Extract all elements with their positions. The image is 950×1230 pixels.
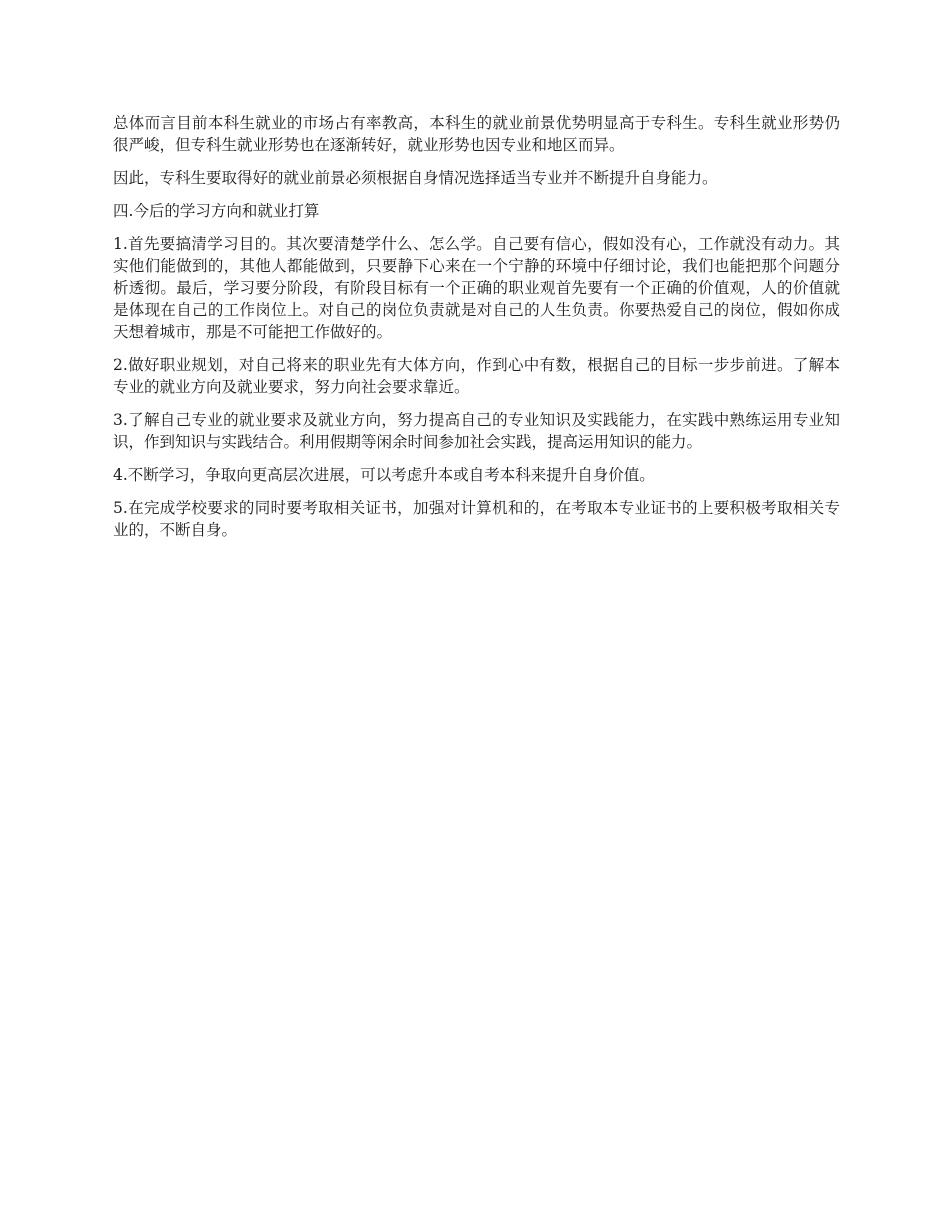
document-page [113,112,840,552]
list-item-1: 1.首先要搞清学习目的。其次要清楚学什么、怎么学。自己要有信心，假如没有心，工作就没有动力。其实他们能做到的，其他人都能做到，只要静下心来在一个宁静的环境中仔细讨论，我们也能把那个问题分析透彻。最后，学习要分阶段，有阶段目标有一个正确的职业观首先要有一个正确的价值观，人的价值就是体现在自己的工作岗位上。对自己的岗位负责就是对自己的人生负责。你要热爱自己的岗位，假如你成天想着城市，那是不可能把工作做好的。 [113,235,840,341]
list-item-2: 2.做好职业规划，对自己将来的职业先有大体方向，作到心中有数，根据自己的目标一步步前进。了解本专业的就业方向及就业要求，努力向社会要求靠近。 [113,356,840,396]
list-item-4: 4.不断学习，争取向更高层次进展，可以考虑升本或自考本科来提升自身价值。 [113,466,655,484]
paragraph-employment-overview: 总体而言目前本科生就业的市场占有率教高，本科生的就业前景优势明显高于专科生。专科生就业形势仍很严峻，但专科生就业形势也在逐渐转好，就业形势也因专业和地区而异。 [113,114,840,154]
section-heading-study-plan: 四.今后的学习方向和就业打算 [113,202,320,220]
list-item-3: 3.了解自己专业的就业要求及就业方向，努力提高自己的专业知识及实践能力，在实践中熟练运用专业知识，作到知识与实践结合。利用假期等闲余时间参加社会实践，提高运用知识的能力。 [113,411,840,451]
list-item-5: 5.在完成学校要求的同时要考取相关证书，加强对计算机和的，在考取本专业证书的上要积极考取相关专业的，不断自身。 [113,499,840,539]
paragraph-conclusion: 因此，专科生要取得好的就业前景必须根据自身情况选择适当专业并不断提升自身能力。 [113,169,718,187]
